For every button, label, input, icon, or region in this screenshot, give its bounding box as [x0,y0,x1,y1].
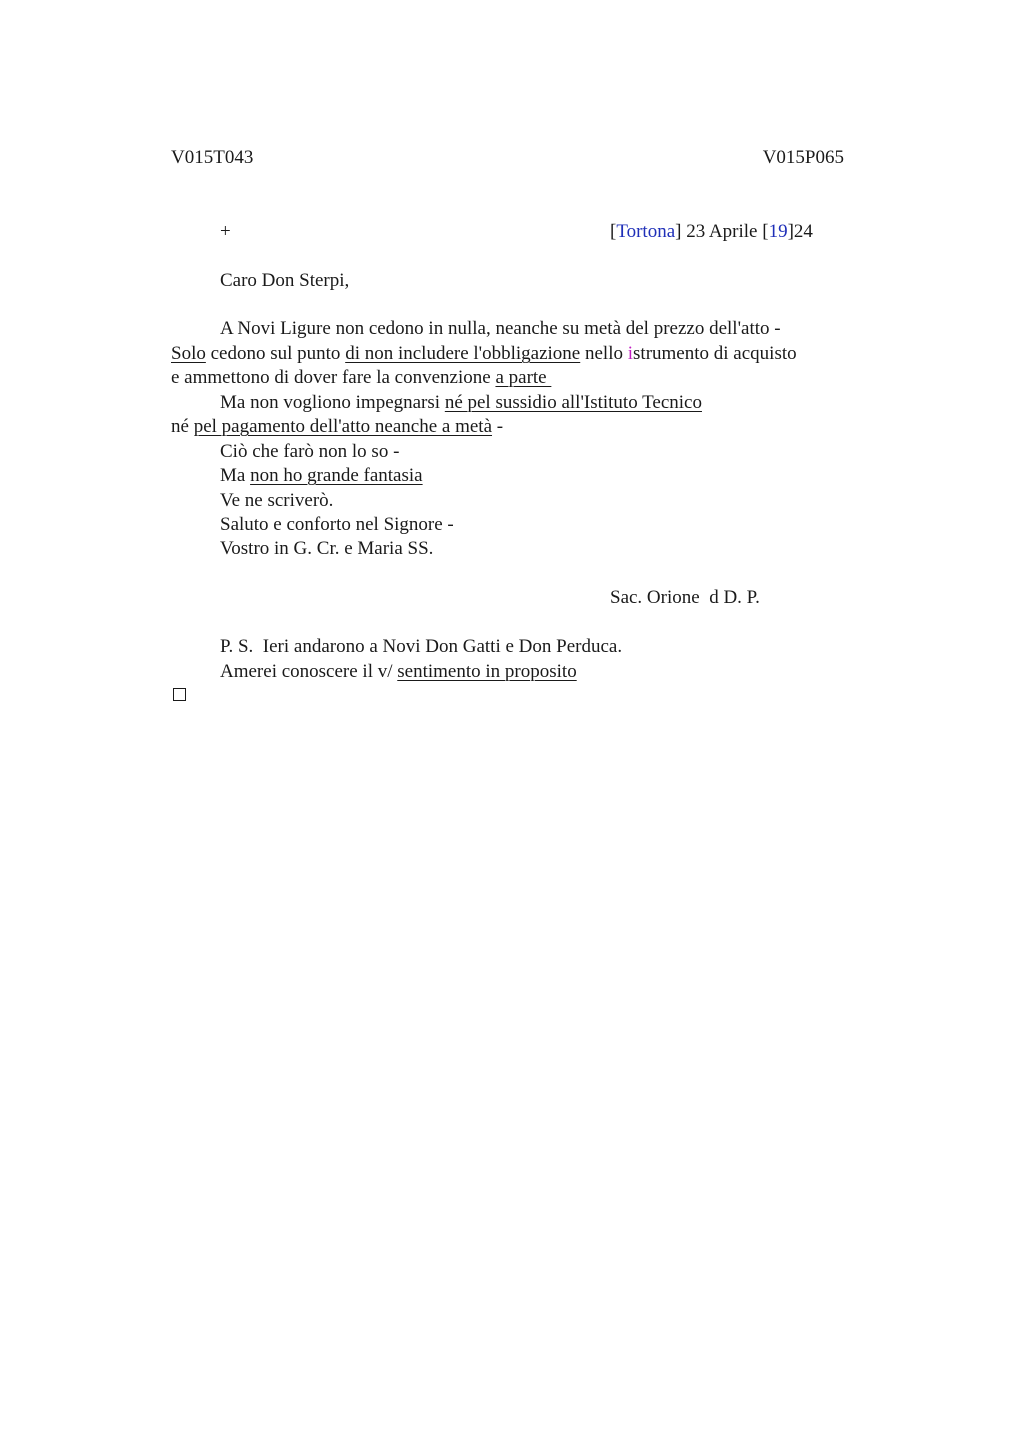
underlined-text: pel pagamento dell'atto neanche a metà [193,416,493,437]
postscript-line [220,660,577,684]
body-line: Ciò che farò non lo so - [220,441,400,462]
body-line [220,464,423,488]
body-text: nello [580,343,628,364]
dateline-place: Tortona [616,221,676,242]
signature: Sac. Orione d D. P. [610,587,760,608]
underlined-text: a parte [495,367,552,388]
body-text: né [171,416,194,437]
body-text: Ma non vogliono impegnarsi [220,392,445,413]
body-line [171,342,797,366]
cross-symbol: + [220,221,231,242]
highlighted-letter: i [627,343,634,364]
document-code-right: V015P065 [762,147,844,168]
underlined-text: Solo [171,343,206,364]
white-square-icon [173,688,186,701]
body-text: strumento di acquisto [633,343,797,364]
body-line [171,415,503,439]
body-line: Ve ne scriverò. [220,490,334,511]
body-line [171,366,551,390]
dateline-year: ]24 [787,221,813,242]
document-code-left: V015T043 [171,147,254,168]
body-text: Ma [220,465,251,486]
body-line: A Novi Ligure non cedono in nulla, neanche su metà del prezzo dell'atto - [220,318,781,339]
postscript-line: P. S. Ieri andarono a Novi Don Gatti e Don Perduca. [220,636,623,657]
body-text: - [492,416,504,437]
closing-line: Saluto e conforto nel Signore - [220,514,454,535]
underlined-text: di non includere l'obbligazione [345,343,581,364]
body-text: Amerei conoscere il v/ [220,661,398,682]
dateline-century: 19 [768,221,788,242]
underlined-text: sentimento in proposito [397,661,577,682]
closing-line: Vostro in G. Cr. e Maria SS. [220,538,434,559]
salutation: Caro Don Sterpi, [220,270,350,291]
body-text: cedono sul punto [205,343,346,364]
body-line [220,391,702,415]
dateline-date: ] 23 Aprile [ [675,221,769,242]
underlined-text: né pel sussidio all'Istituto Tecnico [444,392,702,413]
dateline-bracket: [ [610,221,617,242]
body-text: e ammettono di dover fare la convenzione [171,367,496,388]
underlined-text: non ho grande fantasia [250,465,423,486]
dateline [610,220,813,244]
